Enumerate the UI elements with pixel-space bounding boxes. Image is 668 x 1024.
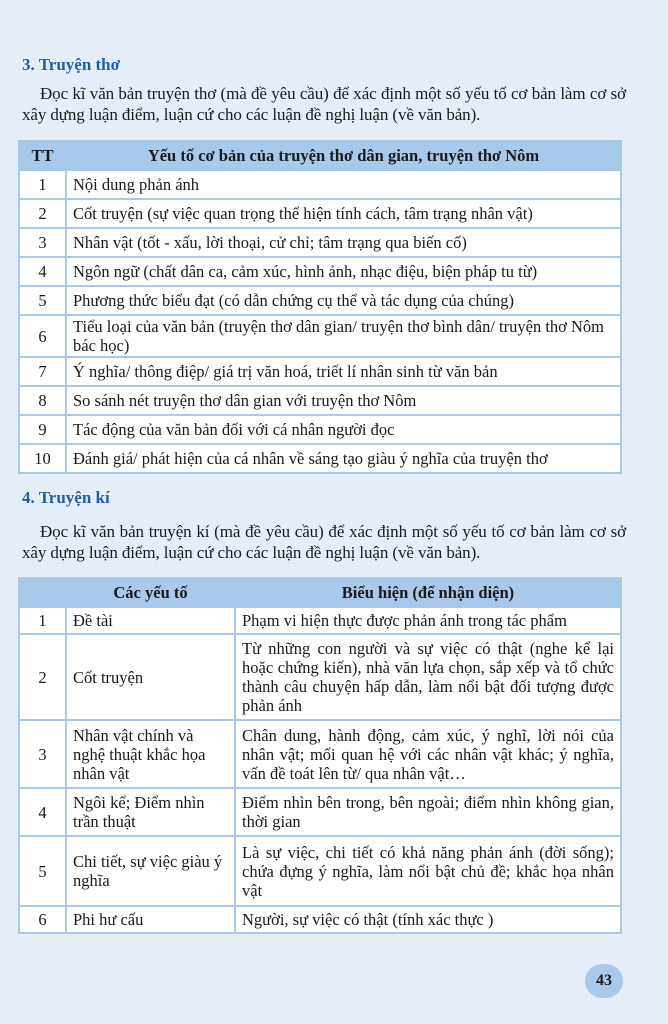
table-row [19, 720, 621, 788]
table-row [19, 257, 621, 286]
section4-intro: Đọc kĩ văn bản truyện kí (mà đề yêu cầu) để xác định một số yếu tố cơ bản làm cơ sở xây dựng luận điểm, luận cứ cho các luận đề nghị luận (về văn bản). [22, 522, 626, 562]
row-text: Cốt truyện (sự việc quan trọng thể hiện tính cách, tâm trạng nhân vật) [66, 199, 621, 228]
table-row [19, 228, 621, 257]
table-row [19, 386, 621, 415]
table-header-row [19, 578, 621, 607]
row-text: Đánh giá/ phát hiện của cá nhân về sáng tạo giàu ý nghĩa của truyện thơ [66, 444, 621, 473]
row-text: Tiểu loại của văn bản (truyện thơ dân gian/ truyện thơ bình dân/ truyện thơ Nôm bác học) [66, 315, 621, 357]
row-description: Là sự việc, chi tiết có khả năng phản ánh (đời sống); chứa đựng ý nghĩa, làm nổi bật chủ đề; khắc họa nhân vật [235, 836, 621, 906]
row-number: 4 [19, 788, 66, 836]
row-text: Nội dung phản ánh [66, 170, 621, 199]
column-header-number [19, 578, 66, 607]
section4-heading: 4. Truyện kí [22, 488, 110, 507]
page-number-badge: 43 [585, 964, 623, 998]
table-header-row [19, 141, 621, 170]
table-row [19, 634, 621, 720]
row-text: Tác động của văn bản đối với cá nhân người đọc [66, 415, 621, 444]
row-factor: Phi hư cấu [66, 906, 235, 933]
table-row [19, 357, 621, 386]
table-row [19, 315, 621, 357]
row-number: 10 [19, 444, 66, 473]
column-header-elements: Yếu tố cơ bản của truyện thơ dân gian, truyện thơ Nôm [66, 141, 621, 170]
row-description: Điểm nhìn bên trong, bên ngoài; điểm nhìn không gian, thời gian [235, 788, 621, 836]
row-description: Người, sự việc có thật (tính xác thực ) [235, 906, 621, 933]
column-header-tt: TT [19, 141, 66, 170]
table-row [19, 607, 621, 634]
row-number: 7 [19, 357, 66, 386]
row-number: 1 [19, 170, 66, 199]
row-description: Từ những con người và sự việc có thật (nghe kể lại hoặc chứng kiến), nhà văn lựa chọn, sắp xếp và tổ chức thành câu chuyện hấp dẫn, làm nổi bật đối tượng được phản ánh [235, 634, 621, 720]
row-description: Chân dung, hành động, cảm xúc, ý nghĩ, lời nói của nhân vật; mối quan hệ với các nhân vật khác; ý nghĩa, vấn đề toát lên từ/ qua nhân vật… [235, 720, 621, 788]
row-number: 1 [19, 607, 66, 634]
verse-story-table [18, 140, 622, 474]
section3-intro: Đọc kĩ văn bản truyện thơ (mà đề yêu cầu) để xác định một số yếu tố cơ bản làm cơ sở xây dựng luận điểm, luận cứ cho các luận đề nghị luận (về văn bản). [22, 84, 626, 124]
column-header-factors: Các yếu tố [66, 578, 235, 607]
row-text: Phương thức biểu đạt (có dẫn chứng cụ thể và tác dụng của chúng) [66, 286, 621, 315]
table-row [19, 444, 621, 473]
row-number: 4 [19, 257, 66, 286]
row-number: 6 [19, 315, 66, 357]
row-text: Ngôn ngữ (chất dân ca, cảm xúc, hình ảnh, nhạc điệu, biện pháp tu từ) [66, 257, 621, 286]
table-row [19, 286, 621, 315]
section3-heading: 3. Truyện thơ [22, 55, 121, 74]
row-number: 5 [19, 286, 66, 315]
row-text: Ý nghĩa/ thông điệp/ giá trị văn hoá, triết lí nhân sinh từ văn bản [66, 357, 621, 386]
row-factor: Chi tiết, sự việc giàu ý nghĩa [66, 836, 235, 906]
table-row [19, 788, 621, 836]
row-text: So sánh nét truyện thơ dân gian với truyện thơ Nôm [66, 386, 621, 415]
row-number: 8 [19, 386, 66, 415]
row-factor: Đề tài [66, 607, 235, 634]
table-row [19, 199, 621, 228]
biographical-story-table [18, 577, 622, 934]
row-number: 3 [19, 720, 66, 788]
row-number: 2 [19, 634, 66, 720]
row-description: Phạm vi hiện thực được phản ánh trong tác phẩm [235, 607, 621, 634]
row-number: 5 [19, 836, 66, 906]
row-number: 9 [19, 415, 66, 444]
table-row [19, 170, 621, 199]
table-row [19, 906, 621, 933]
row-factor: Nhân vật chính và nghệ thuật khắc họa nhân vật [66, 720, 235, 788]
table-row [19, 415, 621, 444]
row-number: 2 [19, 199, 66, 228]
table-row [19, 836, 621, 906]
row-number: 6 [19, 906, 66, 933]
row-factor: Cốt truyện [66, 634, 235, 720]
row-number: 3 [19, 228, 66, 257]
row-text: Nhân vật (tốt - xấu, lời thoại, cử chỉ; tâm trạng qua biến cố) [66, 228, 621, 257]
row-factor: Ngôi kể; Điểm nhìn trần thuật [66, 788, 235, 836]
column-header-expressions: Biểu hiện (để nhận diện) [235, 578, 621, 607]
